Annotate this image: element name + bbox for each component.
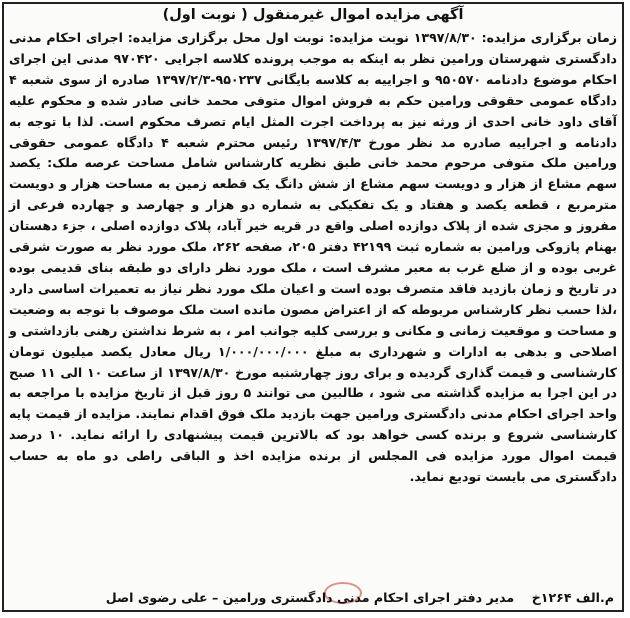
footer-signer: مدیر دفتر اجرای احکام مدنی دادگستری ورامین – علی رضوی اصل: [105, 590, 515, 605]
notice-paragraph: زمان برگزاری مزایده: ۱۳۹۷/۸/۳۰ نوبت مزایده: نوبت اول محل برگزاری مزایده: اجرای احکام مدنی دادگستری شهرستان ورامین نظر به اینکه به موجب پرونده کلاسه اجرایی ۹۷۰۴۲۰ مدنی این اجرای احکام موضوع دادنامه ۹۵۰۵۷۰ و اجراییه به کلاسه بایگانی ۹۵۰۲۳۷-۱۳۹۷/۲/۳ صادره از سوی شعبه ۴ دادگاه عمومی حقوقی ورامین حکم به فروش اموال متوفی محمد خانی صادر شده و محکوم علیه آقای داود خانی احدی از ورثه نیز به پرداخت اجرت المثل ایام تصرف محکوم است. لذا با توجه به دادنامه و اجراییه صادره مد نظر مورخ ۱۳۹۷/۴/۳ رئیس محترم شعبه ۴ دادگاه عمومی حقوقی ورامین ملک متوفی مرحوم محمد خانی طبق نظریه کارشناس شامل مساحت عرصه ملک: یکصد سهم مشاع از هزار و دویست سهم مشاع از شش دانگ یک قطعه زمین به مساحت هزار و دویست مترمربع ، قطعه یکصد و هفتاد و یک تفکیکی به شماره دو هزار و چهارصد و چهارده فرعی از مفروز و مجزی شده از پلاک دوازده اصلی واقع در قریه خیر آباد، پلاک دوازده اصلی ، جزء دهستان بهنام پازوکی ورامین به شماره ثبت ۴۲۱۹۹ دفتر ۲۰۵، صفحه ۲۶۲، ملک مورد نظر به صورت شرقی غربی بوده و از ضلع غرب به معبر مشرف است ، ملک مورد نظر دارای دو طبقه بنای قدیمی بوده در تاریخ و زمان بازدید فاقد متصرف بوده است و اعیان ملک مورد نظر نیاز به تعمیرات اساسی دارد ،لذا حسب نظر کارشناس مربوطه که از اعتراض مصون مانده است ملک موصوف با توجه به وضعیت و مساحت و موقعیت زمانی و مکانی و بررسی کلیه جوانب امر ، به شرط نداشتن رهنی بازداشتی و اصلاحی و بدهی به ادارات و شهرداری به مبلغ ۱/۰۰۰/۰۰۰/۰۰۰ ریال معادل یکصد میلیون تومان کارشناسی و قیمت گذاری گردیده و برای روز چهارشنبه مورخ ۱۳۹۷/۸/۳۰ از ساعت ۱۰ الی ۱۱ صبح در این اجرا به مزایده گذاشته می شود ، طالبین می توانند ۵ روز قبل از تاریخ مزایده با مراجعه به واحد اجرای احکام مدنی دادگستری ورامین جهت بازدید ملک فوق اقدام نمایند. مزایده از قیمت پایه کارشناسی شروع و برنده کسی خواهد بود که بالاترین قیمت پیشنهادی را ارائه نماید. ۱۰ درصد قیمت اموال مورد مزایده فی المجلس از برنده مزایده اخذ و الباقی راطی دو ماه به حساب دادگستری می بایست تودیع نماید.: [9, 30, 618, 485]
notice-footer: [10, 588, 614, 608]
notice-body: [4, 28, 622, 488]
notice-title: آگهی مزایده اموال غیرمنقول ( نوبت اول): [162, 7, 464, 23]
auction-notice: [2, 2, 624, 612]
footer-reference: م.الف ۱۲۶۴خ: [531, 590, 614, 605]
